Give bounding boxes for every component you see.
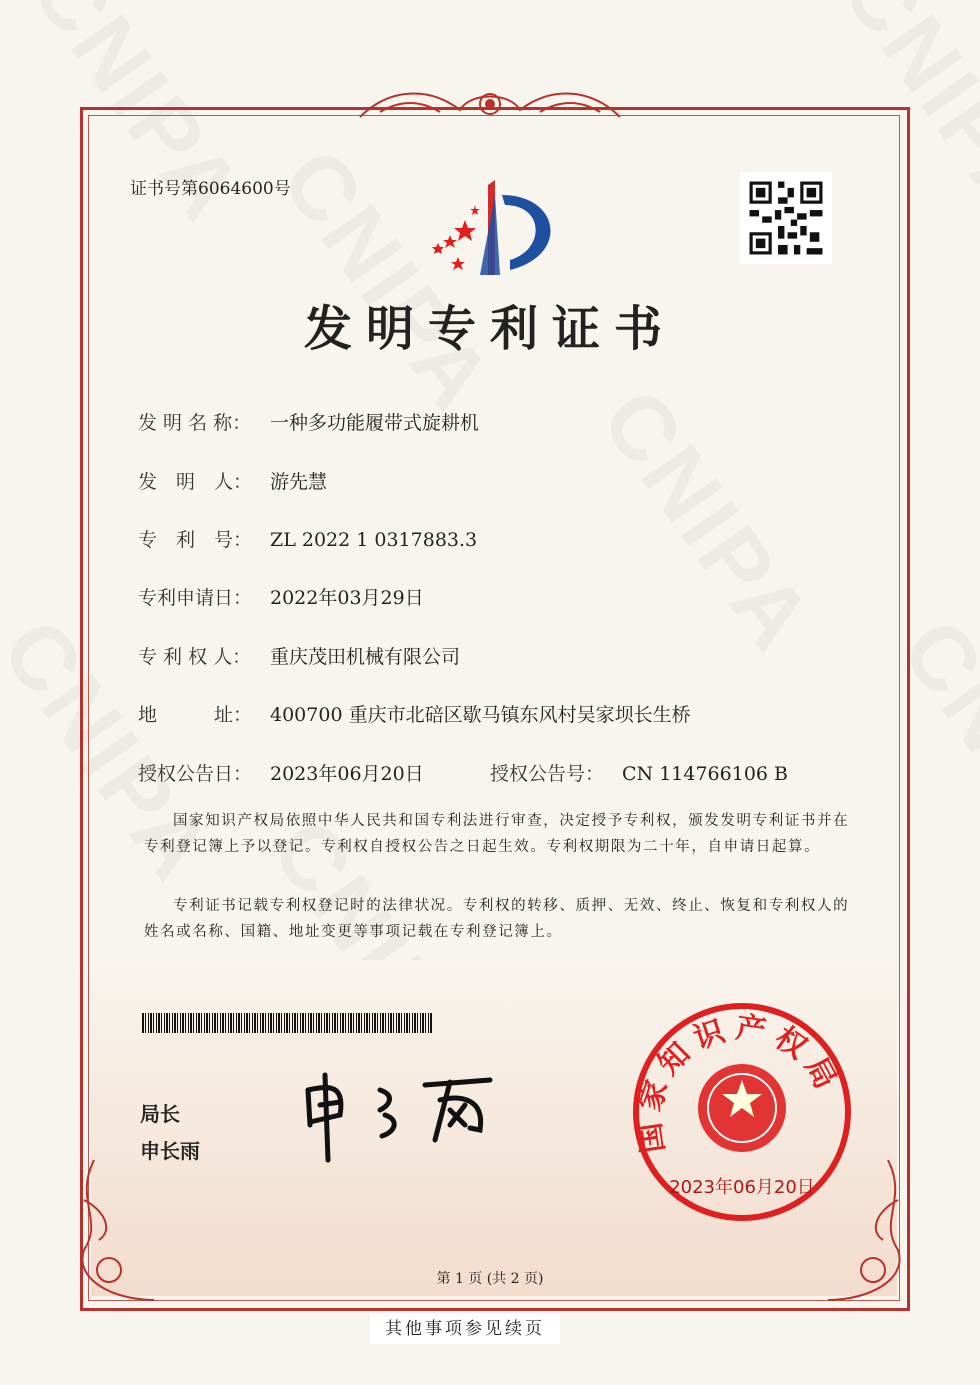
field-label: 授权公告日： — [138, 763, 253, 785]
field-address — [138, 700, 691, 727]
seal-date: 2023年06月20日 — [669, 1177, 815, 1198]
field-patentee — [138, 642, 460, 669]
qr-code — [740, 172, 832, 264]
certificate-number: 证书号第6064600号 — [130, 179, 291, 199]
barcode — [142, 1013, 432, 1033]
field-value: 2022年03月29日 — [270, 587, 424, 609]
field-inventor — [138, 467, 327, 494]
field-value: 一种多功能履带式旋耕机 — [270, 412, 480, 434]
field-invention-name — [138, 408, 479, 435]
field-label: 发 明 人： — [138, 471, 253, 493]
field-grant-date — [138, 759, 424, 786]
statement-paragraph: 专利证书记载专利权登记时的法律状况。专利权的转移、质押、无效、终止、恢复和专利权人的姓名或名称、国籍、地址变更等事项记载在专利登记簿上。 — [144, 898, 850, 940]
field-value: 游先慧 — [270, 471, 328, 493]
field-label: 授权公告号： — [490, 763, 605, 785]
official-seal — [630, 1000, 855, 1225]
page-number: 第 1 页 (共 2 页) — [436, 1271, 544, 1287]
field-publication-number — [490, 759, 788, 786]
director-signature — [300, 1070, 510, 1165]
field-label: 专利申请日： — [138, 587, 253, 609]
field-patent-number — [138, 525, 477, 552]
top-ornament — [350, 82, 630, 132]
field-value: 400700 重庆市北碚区歇马镇东风村吴家坝长生桥 — [270, 704, 691, 726]
field-label: 发 明 名 称： — [138, 412, 252, 434]
cnipa-logo — [420, 175, 565, 285]
field-application-date — [138, 583, 424, 610]
field-value: 2023年06月20日 — [270, 763, 424, 785]
statement-paragraph: 国家知识产权局依照中华人民共和国专利法进行审查，决定授予专利权，颁发发明专利证书并在专利登记簿上予以登记。专利权自授权公告之日起生效。专利权期限为二十年，自申请日起算。 — [144, 813, 850, 855]
field-value: CN 114766106 B — [622, 763, 788, 785]
field-label: 地 址： — [138, 704, 253, 726]
page-title: 发明专利证书 — [303, 301, 676, 357]
director-title: 局长 — [140, 1102, 180, 1126]
field-label: 专 利 号： — [138, 529, 253, 551]
see-next-page-note: 其他事项参见续页 — [370, 1314, 560, 1344]
director-name: 申长雨 — [140, 1139, 200, 1163]
seal-text: 国家知识产权局 — [631, 1010, 847, 1156]
field-label: 专 利 权 人： — [138, 646, 252, 668]
field-value: ZL 2022 1 0317883.3 — [270, 529, 478, 551]
field-value: 重庆茂田机械有限公司 — [270, 646, 461, 668]
